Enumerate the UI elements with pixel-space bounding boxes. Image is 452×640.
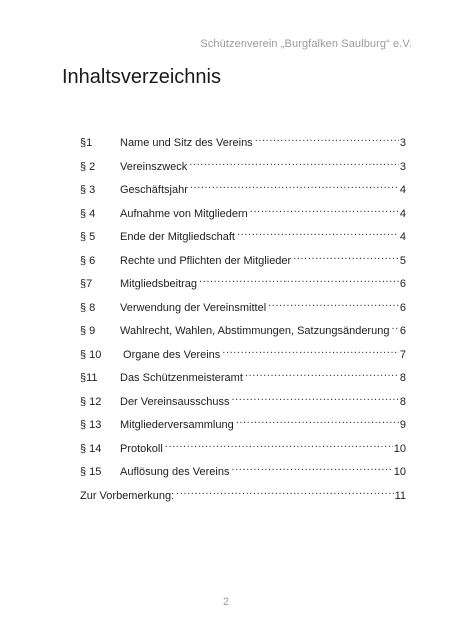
toc-entry[interactable] (80, 273, 406, 297)
toc-entry[interactable] (80, 438, 406, 462)
toc-entry-number: § 4 (80, 207, 96, 220)
toc-entry-title: Protokoll (120, 442, 163, 455)
toc-entry[interactable] (80, 250, 406, 274)
toc-dot-leader (255, 132, 399, 146)
toc-entry-number: § 5 (80, 231, 96, 243)
toc-entry-page: 4 (399, 231, 406, 243)
toc-entry-number: §7 (80, 278, 93, 290)
toc-dot-leader (231, 461, 392, 475)
toc-entry-number: § 2 (80, 160, 96, 173)
toc-dot-leader (231, 391, 398, 405)
toc-entry[interactable] (80, 226, 406, 250)
toc-entry-page: 7 (399, 348, 406, 361)
toc-entry-title: Ende der Mitgliedschaft (120, 231, 235, 243)
toc-dot-leader (190, 179, 399, 193)
toc-entry-page: 4 (399, 184, 406, 196)
toc-entry-page: 5 (399, 254, 406, 267)
toc-entry[interactable] (80, 132, 406, 156)
toc-entry-title: Auflösung des Vereins (120, 466, 230, 478)
toc-entry[interactable] (80, 297, 406, 321)
toc-entry-number: § 14 (80, 442, 102, 455)
toc-dot-leader (165, 438, 393, 452)
toc-entry[interactable] (80, 179, 406, 203)
toc-dot-leader (189, 156, 399, 170)
table-of-contents (80, 132, 406, 508)
toc-dot-leader (245, 367, 399, 381)
toc-entry-page: 10 (393, 442, 406, 455)
toc-entry-title: Das Schützenmeisteramt (120, 372, 243, 384)
page-number: 2 (222, 596, 230, 608)
toc-entry-number: § 6 (80, 254, 96, 267)
toc-dot-leader (268, 297, 399, 311)
toc-entry-title: Mitgliedsbeitrag (120, 278, 198, 290)
toc-entry-title: Vereinszweck (120, 160, 188, 173)
toc-dot-leader (250, 203, 399, 217)
toc-entry[interactable] (80, 461, 406, 485)
toc-entry-page: 10 (393, 466, 406, 478)
toc-entry-page: 9 (399, 419, 406, 431)
toc-entry[interactable] (80, 320, 406, 344)
toc-entry-title: Organe des Vereins (120, 348, 221, 361)
page-title: Inhaltsverzeichnis (62, 66, 221, 88)
toc-entry-page: 11 (394, 489, 406, 502)
toc-dot-leader (176, 485, 393, 499)
toc-entry-page: 3 (399, 160, 406, 173)
toc-entry-title: Rechte und Pflichten der Mitglieder (120, 254, 292, 267)
toc-entry-number: §1 (80, 137, 93, 149)
toc-entry-page: 6 (399, 301, 406, 314)
toc-entry[interactable] (80, 156, 406, 180)
toc-entry-number: § 10 (80, 348, 102, 361)
toc-entry-page: 6 (399, 278, 406, 290)
toc-dot-leader (222, 344, 399, 358)
toc-entry-title: Zur Vorbemerkung: (80, 489, 175, 502)
toc-entry-title: Der Vereinsausschuss (120, 395, 230, 408)
toc-entry[interactable] (80, 367, 406, 391)
toc-entry-title: Name und Sitz des Vereins (120, 137, 253, 149)
toc-entry-number: § 8 (80, 301, 96, 314)
toc-entry-title: Aufnahme von Mitgliedern (120, 207, 248, 220)
toc-dot-leader (199, 273, 399, 287)
toc-entry-number: § 9 (80, 325, 96, 337)
toc-dot-leader (237, 226, 399, 240)
toc-entry-number: § 3 (80, 184, 96, 196)
toc-entry-number: § 15 (80, 466, 102, 478)
running-header: Schützenverein „Burgfalken Saulburg“ e.V. (200, 38, 412, 50)
toc-entry-number: § 12 (80, 395, 102, 408)
toc-dot-leader (293, 250, 399, 264)
toc-entry-page: 3 (399, 137, 406, 149)
toc-entry[interactable] (80, 344, 406, 368)
toc-entry-title: Mitgliederversammlung (120, 419, 234, 431)
toc-entry-preamble[interactable] (80, 485, 406, 509)
toc-dot-leader (391, 320, 398, 334)
toc-entry-number: §11 (80, 372, 98, 384)
toc-entry-title: Wahlrecht, Wahlen, Abstimmungen, Satzungsänderung (120, 325, 390, 337)
toc-entry[interactable] (80, 391, 406, 415)
toc-entry-number: § 13 (80, 419, 102, 431)
toc-entry[interactable] (80, 203, 406, 227)
toc-entry-page: 6 (399, 325, 406, 337)
toc-entry-title: Verwendung der Vereinsmittel (120, 301, 267, 314)
toc-entry-page: 8 (399, 372, 406, 384)
toc-dot-leader (236, 414, 399, 428)
toc-entry-title: Geschäftsjahr (120, 184, 188, 196)
toc-entry-page: 8 (399, 395, 406, 408)
toc-entry[interactable] (80, 414, 406, 438)
toc-entry-page: 4 (399, 207, 406, 220)
